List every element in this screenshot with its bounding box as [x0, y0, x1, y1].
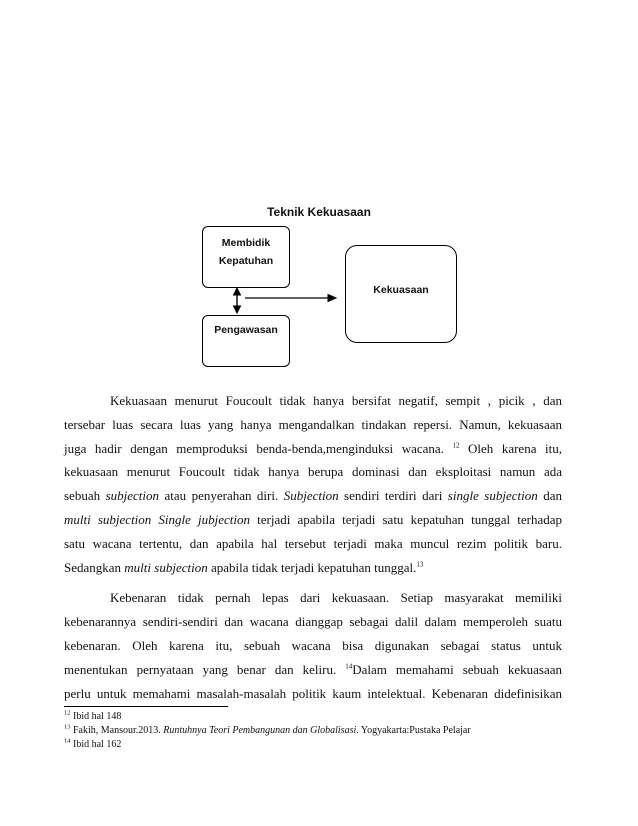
- p1-line-2: tersebar luas secara luas yang hanya mengandalkan tindakan repersi. Namun, kekuasaan: [64, 416, 562, 432]
- p1-line-5: sebuah subjection atau penyerahan diri. Subjection sendiri terdiri dari single subjection dan: [64, 488, 562, 504]
- body-text: [64, 389, 562, 705]
- footnote-ref-13[interactable]: 13: [416, 560, 424, 569]
- footnote-separator: [64, 706, 228, 707]
- footnotes: [64, 710, 471, 752]
- footnote-13: $^{13}$ Fakih, Mansour.2013. Runtuhnya Teori Pembangunan dan Globalisasi. Yogyakarta:Pustaka Pelajar: [64, 723, 471, 736]
- diagram-title: Teknik Kekuasaan: [267, 205, 371, 219]
- p2-line-4: menentukan pernyataan yang benar dan keliru. $^{14}$Dalam memahami sebuah kekuasaan: [64, 661, 562, 677]
- p1-line-8: Sedangkan multi subjection apabila tidak terjadi kepatuhan tunggal.$^{13}$: [64, 559, 424, 575]
- paragraph-1: [64, 389, 562, 579]
- footnote-ref-12[interactable]: 12: [452, 441, 460, 450]
- p2-line-1: Kebenaran tidak pernah lepas dari kekuasaan. Setiap masyarakat memiliki: [110, 590, 562, 606]
- p2-line-2: kebenarannya sendiri-sendiri dan wacana dianggap sebagai dalil dalam memperoleh suatu: [64, 614, 562, 630]
- box-bottom-label: Pengawasan: [214, 324, 278, 336]
- p1-line-1: Kekuasaan menurut Foucoult tidak hanya bersifat negatif, sempit , picik , dan: [110, 393, 562, 408]
- box-top-line2: Kepatuhan: [218, 255, 274, 267]
- p1-line-7: satu wacana tertentu, dan apabila hal tersebut terjadi maka muncul rezim politik baru.: [64, 535, 562, 551]
- p1-line-4: kekuasaan menurut Foucoult tidak hanya berupa dominasi dan eksploitasi namun ada: [64, 464, 562, 480]
- paragraph-2: [64, 586, 562, 705]
- p1-line-3: juga hadir dengan memproduksi benda-benda,menginduksi wacana. $^{12}$ Oleh karena itu,: [64, 440, 562, 456]
- p2-line-5: perlu untuk memahami masalah-masalah politik kaum intelektual. Kebenaran didefinisikan: [64, 685, 562, 701]
- double-arrow-vertical: [234, 288, 241, 313]
- p2-line-3: kebenaran. Oleh karena itu, sebuah wacana bisa digunakan sebagai status untuk: [64, 637, 562, 653]
- box-right-label: Kekuasaan: [373, 284, 429, 296]
- arrow-right: [245, 295, 336, 302]
- footnote-12: $^{12}$ Ibid hal 148: [64, 709, 122, 722]
- box-top-line1: Membidik: [221, 237, 271, 249]
- footnote-14: $^{14}$ Ibid hal 162: [64, 737, 122, 750]
- p1-line-6: multi subjection Single jubjection terjadi apabila terjadi satu kepatuhan tunggal terhadap: [64, 511, 562, 527]
- footnote-ref-14[interactable]: 14: [345, 662, 353, 671]
